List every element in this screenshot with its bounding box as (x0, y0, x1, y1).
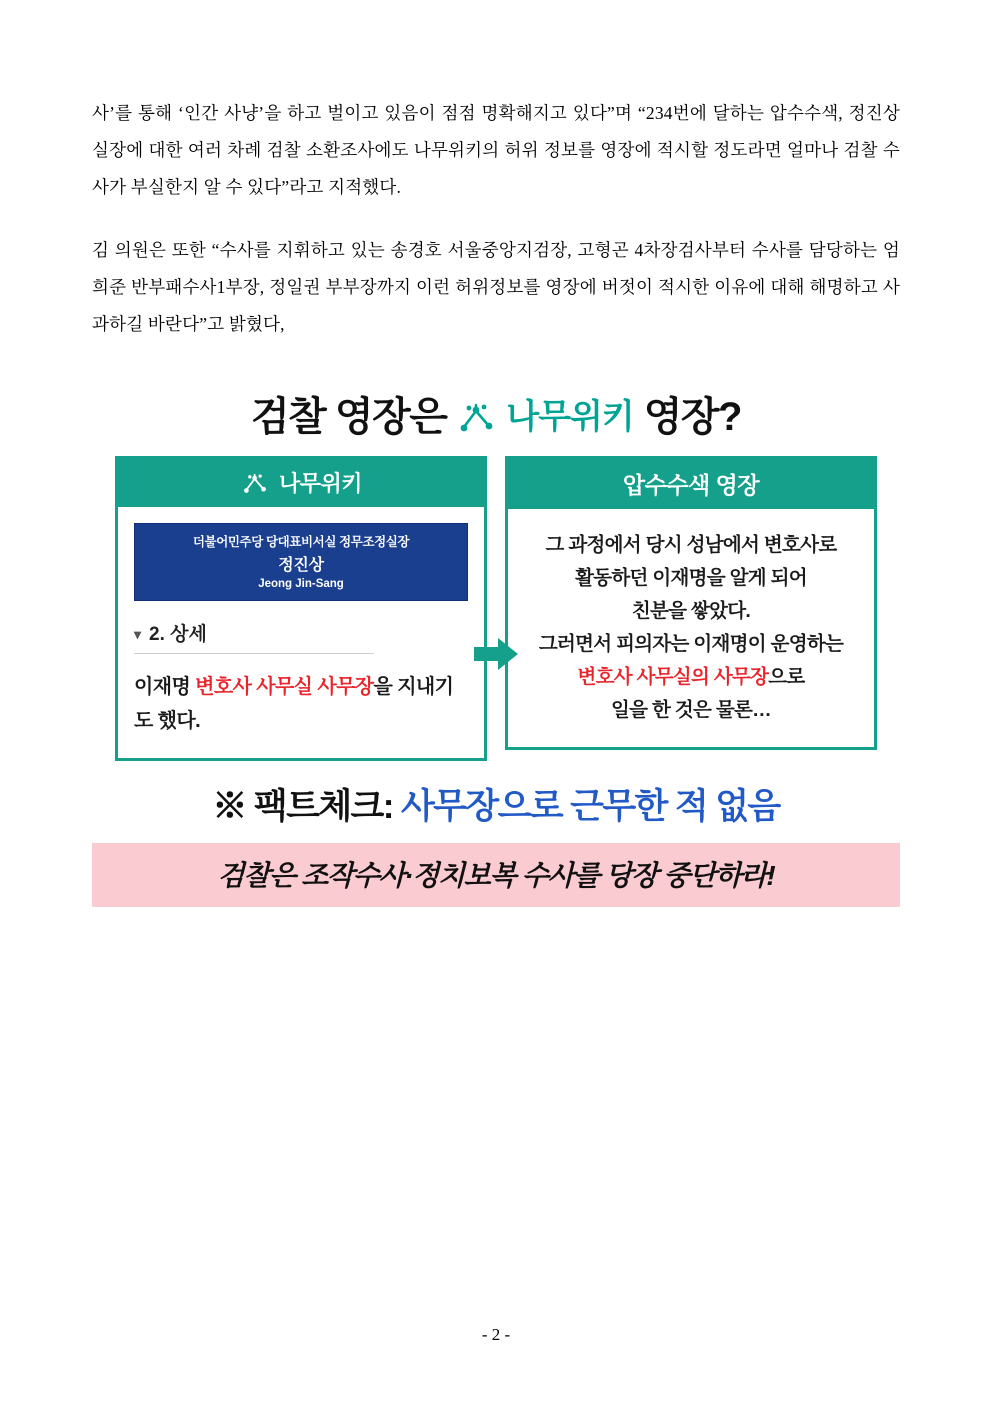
wiki-section-heading (134, 619, 468, 646)
warrant-panel-header (508, 459, 874, 509)
infographic (92, 385, 900, 907)
factcheck-verdict: 사무장으로 근무한 적 없음 (400, 787, 780, 826)
warrant-panel-header-label: 압수수색 영장 (622, 472, 760, 498)
wiki-section-label: 2. 상세 (149, 624, 207, 645)
namuwiki-panel-header-label: 나무위키 (278, 471, 362, 496)
warrant-highlight-after: 으로 (768, 666, 805, 688)
warrant-highlight-red: 변호사 사무실의 사무장 (577, 666, 769, 688)
infographic-title-suffix: 영장? (643, 395, 741, 439)
warrant-panel (505, 456, 877, 750)
paragraph-1: 사’를 통해 ‘인간 사냥’을 하고 벌이고 있음이 점점 명확해지고 있다”며 “234번에 달하는 압수수색, 정진상 실장에 대한 여러 차례 검찰 소환조사에도 나무위키의 허위 정보를 영장에 적시할 정도라면 얼마나 검찰 수사가 부실한지 알 수 있다”라고 지적했다. (92, 103, 900, 197)
warrant-line-2: 활동하던 이재명을 알게 되어 (575, 567, 807, 589)
wiki-profile-name: 정진상 (278, 557, 324, 574)
namuwiki-logo (456, 389, 633, 438)
wiki-text-highlight: 변호사 사무실 사무장 (195, 676, 374, 698)
factcheck-line (92, 779, 900, 829)
wiki-profile-role: 더불어민주당 당대표비서실 정무조정실장 (192, 535, 410, 549)
chevron-down-icon[interactable]: ▾ (134, 625, 142, 642)
wiki-body-text (134, 670, 468, 738)
comparison-panels (92, 456, 900, 761)
slogan-banner: 검찰은 조작수사·정치보복 수사를 당장 중단하라! (92, 843, 900, 907)
warrant-line-highlight (524, 661, 858, 694)
namuwiki-wordmark: 나무위키 (506, 398, 634, 436)
namuwiki-panel-header (118, 459, 484, 507)
namuwiki-panel (115, 456, 487, 761)
wiki-profile-name-roman: Jeong Jin-Sang (258, 578, 344, 590)
infographic-title (92, 385, 900, 442)
warrant-body-text (524, 525, 858, 727)
warrant-panel-body (508, 509, 874, 747)
wiki-profile-card (134, 523, 468, 601)
warrant-line-4: 그러면서 피의자는 이재명이 운영하는 (538, 633, 844, 655)
factcheck-label: 팩트체크: (253, 787, 393, 826)
namuwiki-panel-body (118, 507, 484, 758)
paragraph-2: 김 의원은 또한 “수사를 지휘하고 있는 송경호 서울중앙지검장, 고형곤 4차장검사부터 수사를 담당하는 엄희준 반부패수사1부장, 정일권 부부장까지 이런 허위정보를 영장에 버젓이 적시한 이유에 대해 해명하고 사과하길 바란다”고 밝혔다, (92, 240, 900, 334)
wiki-section-divider (134, 653, 374, 654)
arrow-right-icon (474, 634, 518, 674)
warrant-line-1: 그 과정에서 당시 성남에서 변호사로 (545, 534, 837, 556)
warrant-line-last: 일을 한 것은 물론… (611, 699, 771, 721)
warrant-line-3: 친분을 쌓았다. (631, 600, 751, 622)
namuwiki-mark-icon (456, 398, 500, 430)
reference-mark-icon: ※ (212, 787, 246, 826)
page-number: - 2 - (481, 1325, 511, 1344)
namuwiki-mark-icon-small (240, 472, 272, 494)
wiki-text-before: 이재명 (134, 676, 196, 698)
wiki-text-after: 을 지내기도 했다. (134, 676, 454, 732)
infographic-title-prefix: 검찰 영장은 (251, 395, 447, 439)
